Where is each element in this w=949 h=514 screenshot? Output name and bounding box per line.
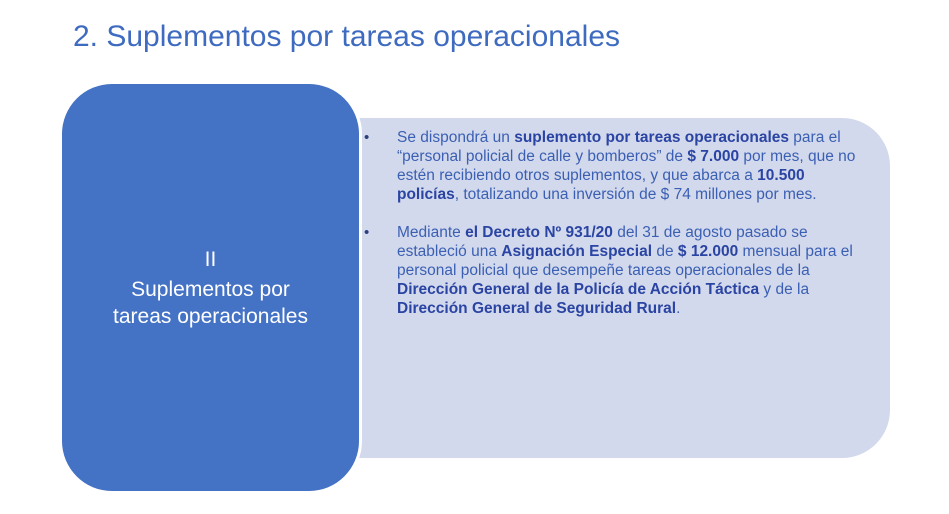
bullet-text — [397, 129, 855, 203]
text-segment: y de la — [759, 281, 810, 298]
text-segment: mensual para el personal policial que desempeñe tareas operacionales de la — [397, 243, 853, 279]
text-segment: de — [652, 243, 678, 260]
section-title-line-2: tareas operacionales — [113, 304, 308, 328]
slide-title: 2. Suplementos por tareas operacionales — [73, 20, 621, 53]
text-segment: Se dispondrá un — [397, 129, 515, 146]
bold-segment: Asignación Especial — [501, 243, 653, 260]
text-segment: por mes, que no estén recibiendo otros suplementos, y que abarca a — [397, 148, 856, 184]
bold-segment: Dirección General de la Policía de Acción Táctica — [397, 281, 760, 298]
bullet-item — [364, 223, 864, 318]
bold-segment: $ 12.000 — [677, 243, 739, 260]
bullet-dot: • — [364, 224, 370, 241]
text-segment: . — [676, 300, 681, 317]
bold-segment: 10.500 policías — [397, 167, 805, 203]
bullet-item — [364, 128, 864, 204]
section-number: II — [204, 247, 217, 271]
section-card — [62, 84, 359, 491]
section-title — [113, 276, 308, 330]
bullet-dot: • — [364, 129, 370, 146]
bold-segment: suplemento por tareas operacionales — [514, 129, 789, 146]
bold-segment: $ 7.000 — [687, 148, 740, 165]
bullet-list — [364, 128, 864, 318]
bold-segment: el Decreto Nº 931/20 — [465, 224, 613, 241]
text-segment: del 31 de agosto pasado se estableció una — [397, 224, 808, 260]
text-segment: Mediante — [397, 224, 466, 241]
text-segment: , totalizando una inversión de $ 74 millones por mes. — [454, 186, 817, 203]
bullet-text — [397, 224, 853, 317]
text-segment: para el “personal policial de calle y bomberos” de — [397, 129, 841, 165]
bold-segment: Dirección General de Seguridad Rural — [397, 300, 677, 317]
section-title-line-1: Suplementos por — [131, 277, 290, 301]
